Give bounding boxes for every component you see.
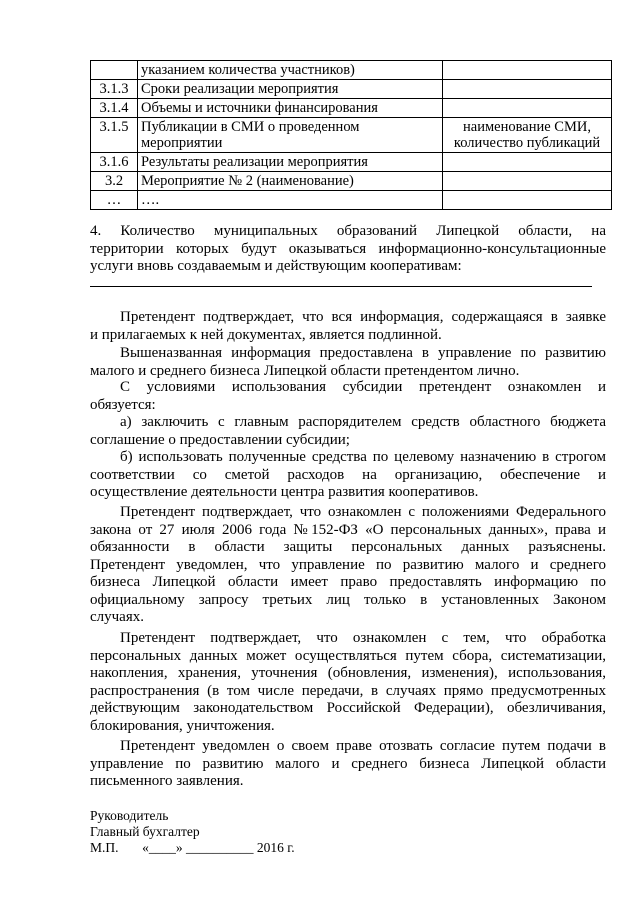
section-4-line: 4. Количество муниципальных образований Липецкой области, на — [90, 223, 606, 239]
table-row — [91, 118, 612, 153]
paragraph-line: бизнеса Липецкой области имеет право предоставлять информацию по — [90, 574, 606, 590]
row-note-cell: наименование СМИ, количество публикаций — [443, 118, 612, 153]
withdraw-consent-paragraph — [90, 738, 606, 791]
paragraph-line: Претендент подтверждает, что ознакомлен с тем, что обработка — [120, 630, 606, 646]
paragraph-line: Претендент уведомлен о своем праве отозвать согласие путем подачи в — [120, 738, 606, 754]
paragraph-line: блокирования, уничтожения. — [90, 717, 275, 734]
row-note-cell — [443, 153, 612, 172]
answer-blank-line — [90, 286, 592, 287]
table-row — [91, 99, 612, 118]
table-row — [91, 172, 612, 191]
signature-stamp-date-line: М.П. «____» __________ 2016 г. — [90, 840, 295, 855]
row-description-cell: указанием количества участников) — [138, 61, 443, 80]
row-note-cell — [443, 80, 612, 99]
table-row — [91, 153, 612, 172]
row-note-cell — [443, 172, 612, 191]
personal-data-law-paragraph — [90, 504, 606, 627]
row-note-cell — [443, 61, 612, 80]
row-description-cell: Публикации в СМИ о проведенном мероприятии — [138, 118, 443, 153]
paragraph-line: и прилагаемых к ней документах, является подлинной. — [90, 326, 442, 343]
section-4-paragraph — [90, 223, 606, 276]
section-4-line: услуги вновь создаваемым и действующим кооперативам: — [90, 258, 462, 274]
row-description-cell: Мероприятие № 2 (наименование) — [138, 172, 443, 191]
paragraph-line: официальному запросу третьих лиц только в установленных Законом — [90, 591, 606, 608]
paragraph-line: Претендент подтверждает, что вся информация, содержащаяся в заявке — [120, 309, 606, 325]
paragraph-line: С условиями использования субсидии претендент ознакомлен и — [120, 379, 606, 395]
obligation-a-paragraph — [90, 414, 606, 449]
subsidy-conditions-paragraph — [90, 379, 606, 414]
paragraph-line: управление по развитию малого и среднего бизнеса Липецкой области — [90, 755, 606, 772]
paragraph-line: осуществление деятельности центра развития кооперативов. — [90, 484, 479, 500]
paragraph-line: персональных данных может осуществляться путем сбора, систематизации, — [90, 647, 606, 664]
paragraph-line: случаях. — [90, 609, 144, 625]
paragraph-line: распространения (в том числе передачи, в случаях прямо предусмотренных — [90, 682, 606, 699]
provided-personally-paragraph — [90, 345, 606, 380]
row-note-cell — [443, 99, 612, 118]
signature-head-label: Руководитель — [90, 808, 169, 823]
signature-accountant-label: Главный бухгалтер — [90, 824, 200, 839]
row-description-cell: Сроки реализации мероприятия — [138, 80, 443, 99]
paragraph-line: Вышеназванная информация предоставлена в управление по развитию — [120, 345, 606, 361]
paragraph-line: Претендент уведомлен, что управление по развитию малого и среднего — [90, 556, 606, 573]
items-table-body — [91, 61, 612, 210]
table-row — [91, 61, 612, 80]
items-table — [90, 60, 612, 210]
row-number-cell — [91, 61, 138, 80]
row-number-cell: 3.1.4 — [91, 99, 138, 118]
row-description-cell: Результаты реализации мероприятия — [138, 153, 443, 172]
row-number-cell: 3.1.6 — [91, 153, 138, 172]
paragraph-line: накопления, хранения, уточнения (обновления, изменения), использования, — [90, 665, 606, 681]
row-number-cell: 3.2 — [91, 172, 138, 191]
section-4-line: территории которых будут оказываться информационно-консультационные — [90, 240, 606, 257]
paragraph-line: а) заключить с главным распорядителем средств областного бюджета — [120, 414, 606, 430]
row-note-cell — [443, 191, 612, 210]
obligation-b-paragraph — [90, 449, 606, 502]
paragraph-line: закона от 27 июля 2006 года №152-ФЗ «О персональных данных», права и — [90, 521, 606, 538]
row-description-cell: Объемы и источники финансирования — [138, 99, 443, 118]
row-number-cell: 3.1.5 — [91, 118, 138, 153]
paragraph-line: обязанности в области защиты персональных данных разъяснены. — [90, 539, 606, 555]
paragraph-line: соответствии со сметой расходов на организацию, обеспечение и — [90, 466, 606, 483]
paragraph-line: обязуется: — [90, 396, 156, 413]
paragraph-line: соглашение о предоставлении субсидии; — [90, 431, 350, 448]
row-number-cell: 3.1.3 — [91, 80, 138, 99]
data-processing-paragraph — [90, 630, 606, 735]
table-row — [91, 80, 612, 99]
row-number-cell: … — [91, 191, 138, 210]
confirm-authenticity-paragraph — [90, 309, 606, 344]
table-row — [91, 191, 612, 210]
paragraph-line: Претендент подтверждает, что ознакомлен с положениями Федерального — [120, 504, 606, 520]
paragraph-line: письменного заявления. — [90, 773, 244, 789]
paragraph-line: б) использовать полученные средства по целевому назначению в строгом — [120, 449, 606, 465]
paragraph-line: малого и среднего бизнеса Липецкой области претендентом лично. — [90, 362, 520, 379]
paragraph-line: действующим законодательством Российской Федерации), обезличивания, — [90, 700, 606, 716]
row-description-cell: …. — [138, 191, 443, 210]
